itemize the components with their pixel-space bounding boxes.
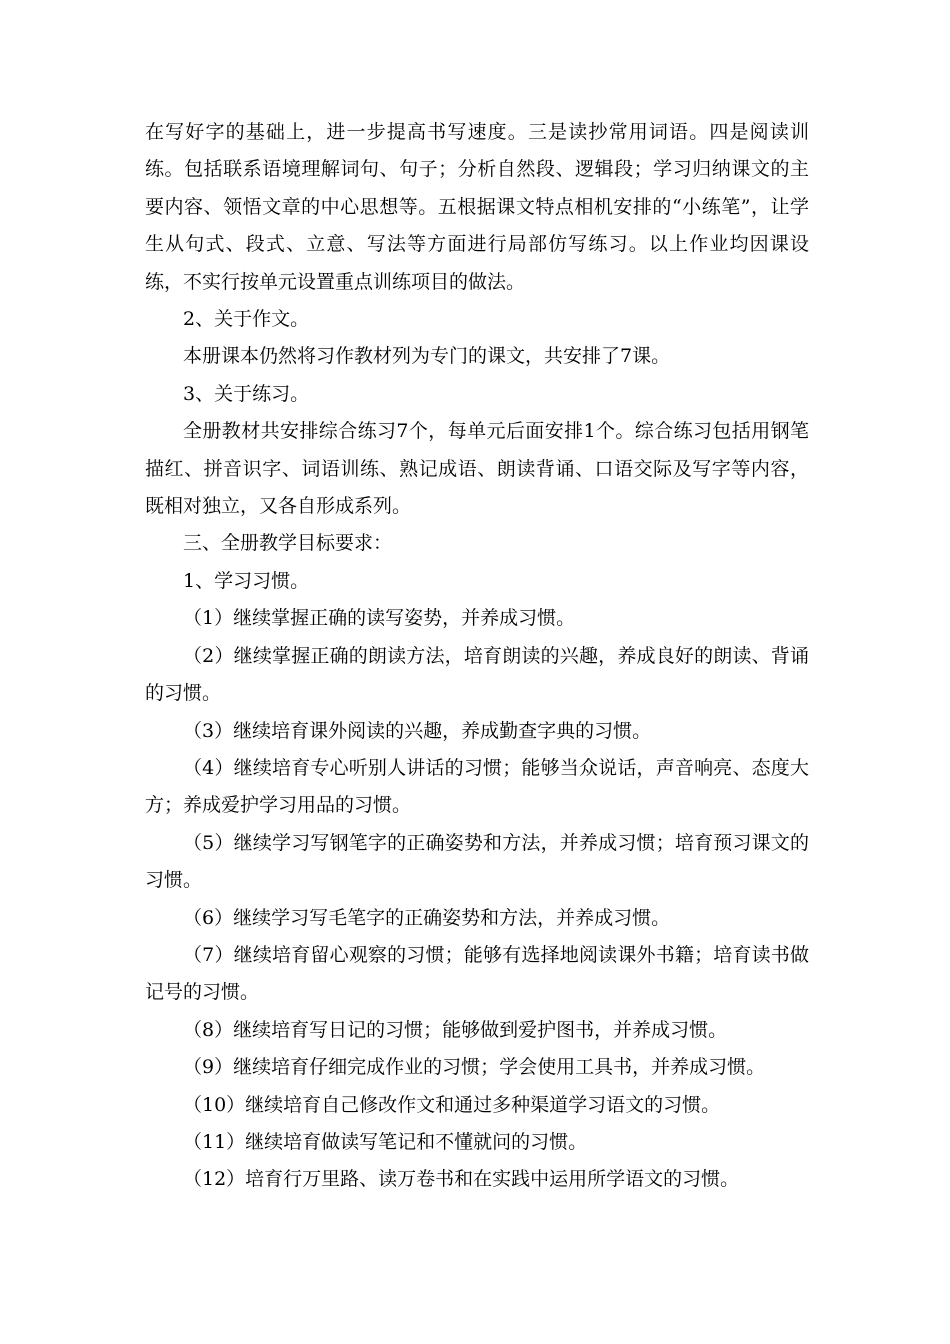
paragraph-exercises: 全册教材共安排综合练习7个，每单元后面安排1个。综合练习包括用钢笔描红、拼音识字、词语训练、熟记成语、朗读背诵、口语交际及写字等内容，既相对独立，又各自形成系列。 (145, 420, 809, 518)
heading-exercises: 3、关于练习。 (183, 382, 310, 405)
document-body (145, 114, 809, 1199)
paragraph-composition: 本册课本仍然将习作教材列为专门的课文，共安排了7课。 (183, 345, 671, 368)
list-item: （6）继续学习写毛笔字的正确姿势和方法，并养成习惯。 (183, 906, 671, 929)
list-item: （8）继续培育写日记的习惯；能够做到爱护图书，并养成习惯。 (183, 1018, 728, 1041)
list-item: （3）继续培育课外阅读的兴趣，养成勤查字典的习惯。 (183, 719, 652, 742)
heading-composition: 2、关于作文。 (183, 308, 310, 331)
list-item: （9）继续培育仔细完成作业的习惯；学会使用工具书，并养成习惯。 (183, 1056, 766, 1079)
list-item: （7）继续培育留心观察的习惯；能够有选择地阅读课外书籍；培育读书做记号的习惯。 (145, 943, 809, 1004)
heading-study-habits: 1、学习习惯。 (183, 569, 310, 592)
list-item: （11）继续培育做读写笔记和不懂就问的习惯。 (183, 1130, 588, 1153)
list-item: （12）培育行万里路、读万卷书和在实践中运用所学语文的习惯。 (183, 1168, 740, 1191)
paragraph-continuation: 在写好字的基础上，进一步提高书写速度。三是读抄常用词语。四是阅读训练。包括联系语境理解词句、句子；分析自然段、逻辑段；学习归纳课文的主要内容、领悟文章的中心思想等。五根据课文特点相机安排的“小练笔”，让学生从句式、段式、立意、写法等方面进行局部仿写练习。以上作业均因课设练，不实行按单元设置重点训练项目的做法。 (145, 121, 809, 293)
list-item: （10）继续培育自己修改作文和通过多种渠道学习语文的习惯。 (183, 1093, 721, 1116)
list-item: （4）继续培育专心听别人讲话的习惯；能够当众说话，声音响亮、态度大方；养成爱护学习用品的习惯。 (145, 756, 809, 817)
list-item: （5）继续学习写钢笔字的正确姿势和方法，并养成习惯；培育预习课文的习惯。 (145, 831, 809, 892)
heading-section-three: 三、全册教学目标要求： (183, 532, 393, 555)
list-item: （2）继续掌握正确的朗读方法，培育朗读的兴趣，养成良好的朗读、背诵的习惯。 (145, 644, 809, 705)
list-item: （1）继续掌握正确的读写姿势，并养成习惯。 (183, 607, 576, 630)
